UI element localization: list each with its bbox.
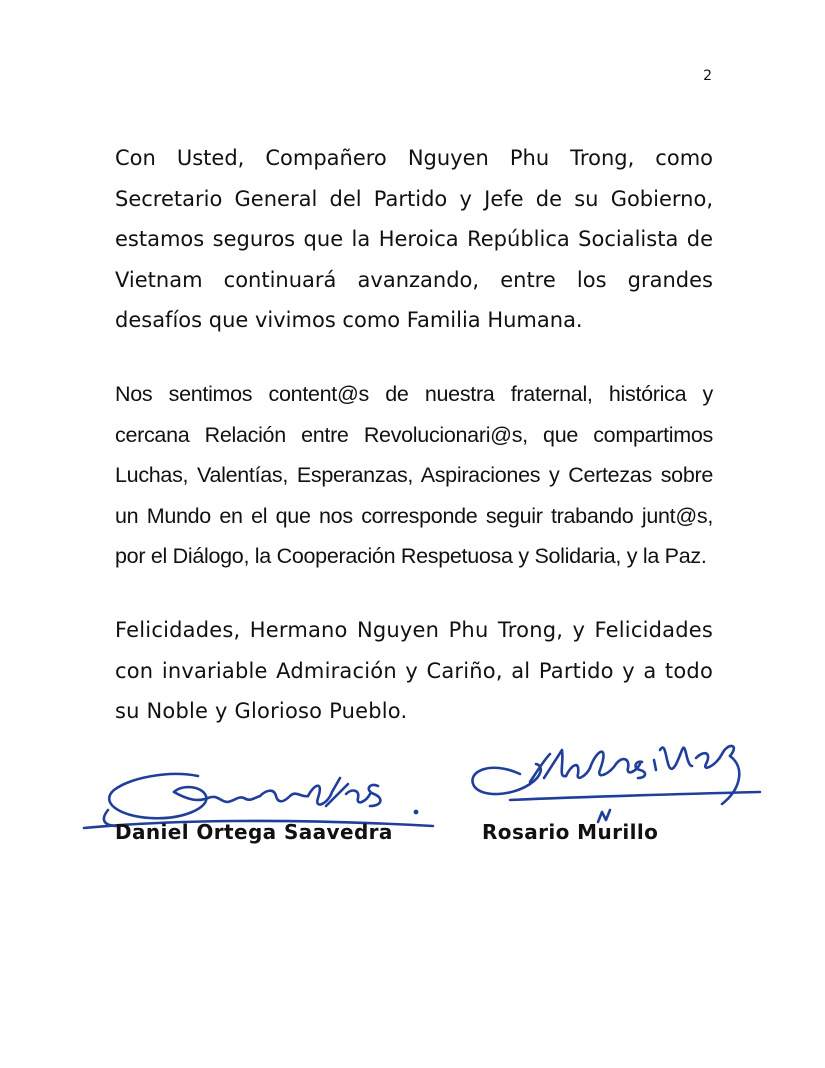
signature-block	[0, 720, 825, 860]
paragraph-congratulations: Con Usted, Compañero Nguyen Phu Trong, como Secretario General del Partido y Jefe de su Gobierno, estamos seguros que la Heroica República Socialista de Vietnam continuará avanzando, entre los grandes desafíos que vivimos como Familia Humana.	[115, 146, 713, 333]
letter-body	[115, 138, 713, 732]
paragraph-relationship: Nos sentimos content@s de nuestra fraternal, histórica y cercana Relación entre Revolucionari@s, que compartimos Luchas, Valentías, Esperanzas, Aspiraciones y Certezas sobre un Mundo en el que nos corresponde seguir trabando junt@s, por el Diálogo, la Cooperación Respetuosa y Solidaria, y la Paz.	[115, 381, 713, 569]
signer-name-rosario-murillo: Rosario Murillo	[482, 820, 659, 844]
signature-rosario-murillo	[460, 720, 770, 830]
paragraph-closing: Felicidades, Hermano Nguyen Phu Trong, y Felicidades con invariable Admiración y Cariño, al Partido y a todo su Noble y Glorioso Pueblo.	[115, 617, 713, 724]
page-number: 2	[703, 68, 712, 84]
signer-name-daniel-ortega: Daniel Ortega Saavedra	[115, 820, 393, 844]
